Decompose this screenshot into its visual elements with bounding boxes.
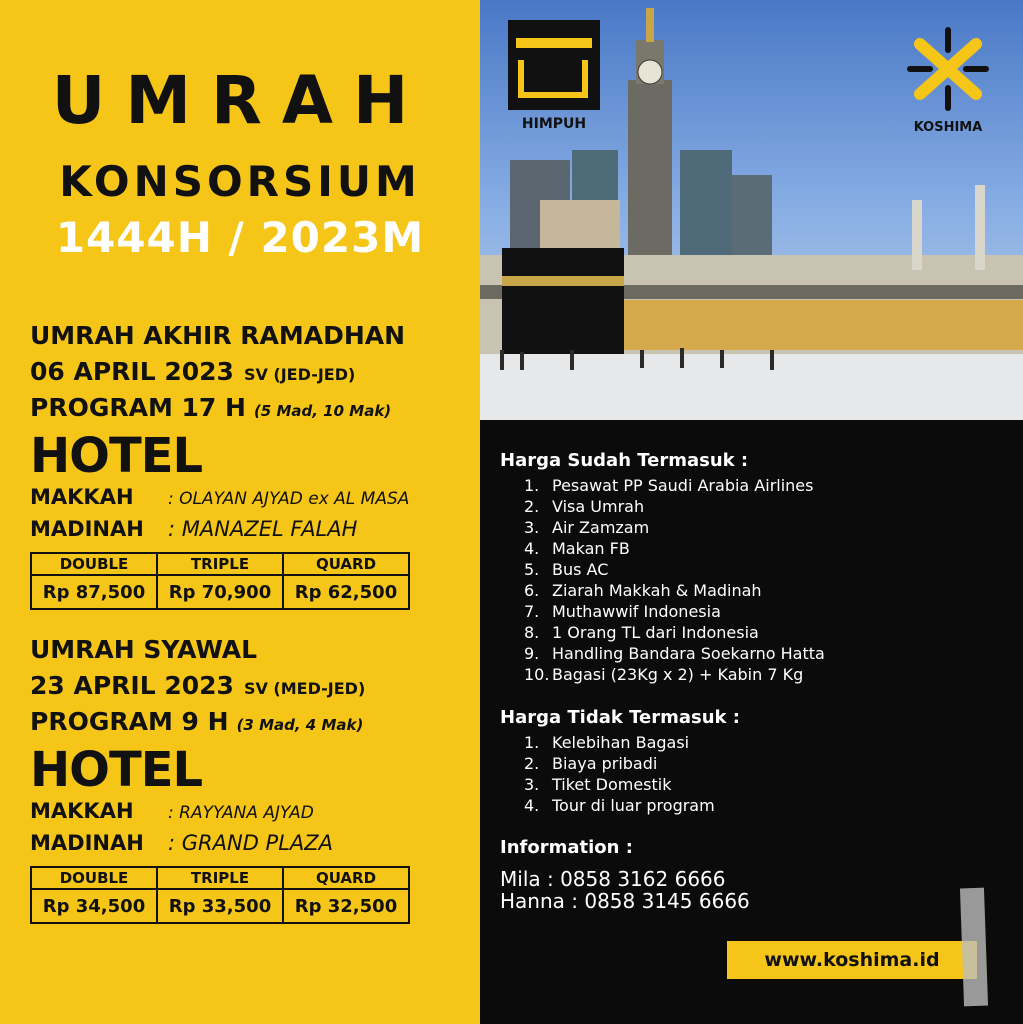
list-item-text: Tour di luar program	[552, 796, 715, 815]
madinah-label: MADINAH	[30, 517, 144, 541]
himpuh-logo-text: HIMPUH	[521, 116, 587, 132]
tape-decoration	[960, 888, 988, 1007]
list-item-text: Air Zamzam	[552, 518, 650, 537]
list-item-text: Tiket Domestik	[552, 775, 672, 794]
price-double: Rp 87,500	[31, 575, 157, 609]
list-item	[524, 559, 825, 580]
included-title: Harga Sudah Termasuk :	[500, 450, 749, 471]
list-item-number: 1.	[524, 733, 540, 752]
package-program-detail: (3 Mad, 4 Mak)	[236, 716, 364, 734]
price-header-quard: QUARD	[283, 867, 409, 889]
madinah-hotel: : GRAND PLAZA	[168, 831, 334, 855]
makkah-hotel: : OLAYAN AJYAD ex AL MASA	[168, 489, 410, 509]
package-program: PROGRAM 9 H	[30, 707, 229, 736]
flyer-year: 1444H / 2023M	[55, 213, 425, 262]
package-program: PROGRAM 17 H	[30, 393, 246, 422]
left-panel	[0, 0, 480, 1024]
koshima-logo-text: KOSHIMA	[913, 120, 983, 135]
price-header-double: DOUBLE	[31, 867, 157, 889]
list-item	[524, 732, 715, 753]
makkah-label: MAKKAH	[30, 485, 134, 509]
price-quard: Rp 32,500	[283, 889, 409, 923]
koshima-logo-icon	[902, 24, 994, 114]
list-item	[524, 643, 825, 664]
list-item-number: 2.	[524, 754, 540, 773]
list-item-text: Biaya pribadi	[552, 754, 658, 773]
excluded-title: Harga Tidak Termasuk :	[500, 707, 740, 728]
included-list	[524, 475, 825, 685]
makkah-label: MAKKAH	[30, 799, 134, 823]
list-item-text: Handling Bandara Soekarno Hatta	[552, 644, 825, 663]
list-item	[524, 795, 715, 816]
package-name: UMRAH SYAWAL	[30, 635, 258, 664]
list-item-text: Pesawat PP Saudi Arabia Airlines	[552, 476, 814, 495]
list-item	[524, 517, 825, 538]
list-item-number: 4.	[524, 796, 540, 815]
package-airline: SV (MED-JED)	[243, 679, 366, 698]
package-program-detail: (5 Mad, 10 Mak)	[253, 402, 392, 420]
package-name: UMRAH AKHIR RAMADHAN	[30, 321, 406, 350]
contact-hanna: Hanna : 0858 3145 6666	[500, 889, 750, 913]
list-item-text: Bus AC	[552, 560, 609, 579]
price-table	[30, 552, 410, 610]
flyer-title: UMRAH	[51, 62, 429, 139]
madinah-row	[30, 828, 470, 858]
list-item	[524, 622, 825, 643]
price-table	[30, 866, 410, 924]
list-item-number: 10.	[524, 665, 550, 684]
price-quard: Rp 62,500	[283, 575, 409, 609]
package-airline: SV (JED-JED)	[243, 365, 356, 384]
clock-tower	[628, 80, 672, 280]
list-item	[524, 601, 825, 622]
contact-mila: Mila : 0858 3162 6666	[500, 867, 726, 891]
list-item-number: 4.	[524, 539, 540, 558]
price-header-double: DOUBLE	[31, 553, 157, 575]
list-item-number: 3.	[524, 775, 540, 794]
package-date: 06 APRIL 2023	[30, 357, 234, 386]
flyer-subtitle: KONSORSIUM	[59, 157, 421, 206]
list-item	[524, 475, 825, 496]
package-date: 23 APRIL 2023	[30, 671, 234, 700]
package-syawal	[30, 632, 470, 924]
price-header-triple: TRIPLE	[157, 867, 283, 889]
makkah-hotel: : RAYYANA AJYAD	[168, 803, 314, 823]
list-item-number: 1.	[524, 476, 540, 495]
list-item	[524, 753, 715, 774]
list-item-number: 6.	[524, 581, 540, 600]
list-item-text: Kelebihan Bagasi	[552, 733, 690, 752]
information-title: Information :	[500, 837, 633, 858]
list-item-number: 9.	[524, 644, 540, 663]
excluded-list	[524, 732, 715, 816]
list-item-text: 1 Orang TL dari Indonesia	[552, 623, 759, 642]
courtyard	[480, 354, 1023, 420]
hotel-heading: HOTEL	[30, 742, 203, 798]
price-double: Rp 34,500	[31, 889, 157, 923]
list-item-number: 2.	[524, 497, 540, 516]
list-item-number: 3.	[524, 518, 540, 537]
madinah-label: MADINAH	[30, 831, 144, 855]
price-header-row	[31, 867, 409, 889]
list-item	[524, 538, 825, 559]
himpuh-logo	[508, 20, 600, 140]
list-item-text: Bagasi (23Kg x 2) + Kabin 7 Kg	[552, 665, 804, 684]
price-triple: Rp 33,500	[157, 889, 283, 923]
hotel-heading: HOTEL	[30, 428, 203, 484]
price-header-row	[31, 553, 409, 575]
makkah-row	[30, 482, 470, 514]
clock-icon	[638, 60, 662, 84]
price-value-row	[31, 889, 409, 923]
price-value-row	[31, 575, 409, 609]
list-item-number: 7.	[524, 602, 540, 621]
madinah-hotel: : MANAZEL FALAH	[168, 517, 358, 541]
list-item	[524, 580, 825, 601]
list-item	[524, 664, 825, 685]
makkah-row	[30, 796, 470, 828]
price-header-triple: TRIPLE	[157, 553, 283, 575]
kaaba	[502, 248, 624, 354]
list-item-text: Muthawwif Indonesia	[552, 602, 721, 621]
koshima-logo	[902, 24, 994, 135]
list-item-number: 8.	[524, 623, 540, 642]
list-item	[524, 496, 825, 517]
list-item-text: Visa Umrah	[552, 497, 645, 516]
website-link[interactable]: www.koshima.id	[727, 941, 977, 979]
list-item-number: 5.	[524, 560, 540, 579]
price-header-quard: QUARD	[283, 553, 409, 575]
madinah-row	[30, 514, 470, 544]
price-triple: Rp 70,900	[157, 575, 283, 609]
list-item-text: Makan FB	[552, 539, 630, 558]
list-item	[524, 774, 715, 795]
package-ramadhan	[30, 318, 470, 610]
list-item-text: Ziarah Makkah & Madinah	[552, 581, 762, 600]
